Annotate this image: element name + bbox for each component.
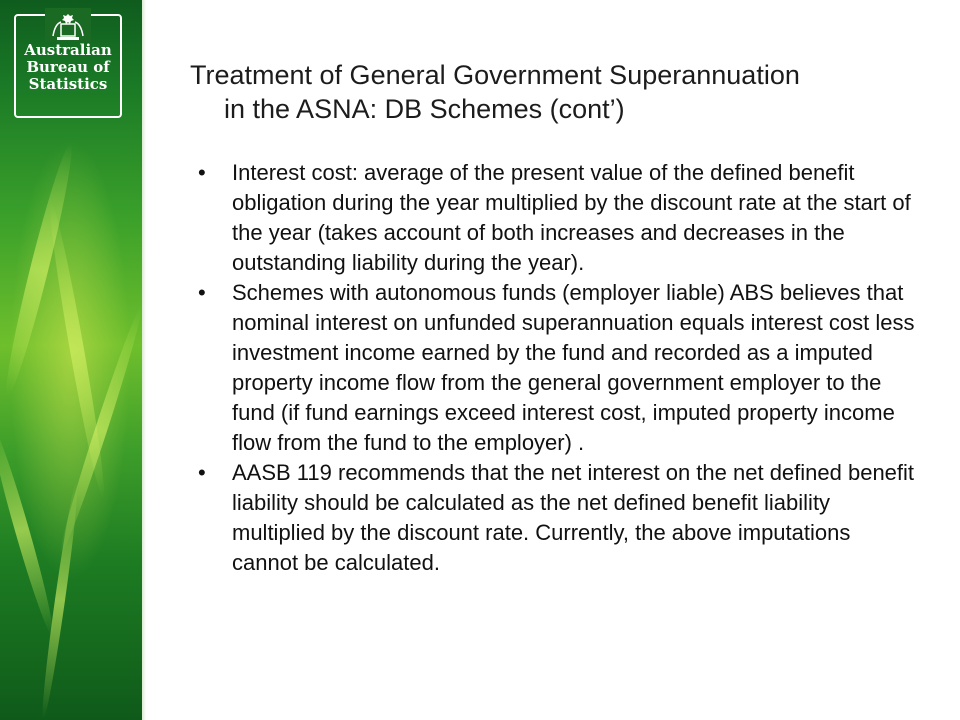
- logo-line: Bureau of: [26, 58, 110, 76]
- logo-line: Australian: [24, 41, 112, 59]
- bullet-text: AASB 119 recommends that the net interest on the net defined benefit liability should be calculated as the net defined benefit liability multiplied by the discount rate. Currently, the above imputations cannot be calculated.: [232, 460, 915, 575]
- bullet-text: Schemes with autonomous funds (employer liable) ABS believes that nominal interest on unfunded superannuation equals interest cost less investment income earned by the fund and recorded as a imputed property income flow from the general government employer to the fund (if fund earnings exceed interest cost, imputed property income flow from the fund to the employer) .: [232, 280, 915, 455]
- bullet-item: [198, 278, 918, 458]
- bullet-text: Interest cost: average of the present value of the defined benefit obligation during the year multiplied by the discount rate at the start of the year (takes account of both increases and decreases in the outstanding liability during the year).: [232, 160, 911, 275]
- bullet-marker: •: [198, 460, 206, 485]
- slide-title-line2: in the ASNA: DB Schemes (cont’): [224, 94, 625, 124]
- bullet-item: [198, 458, 918, 578]
- bullet-marker: •: [198, 160, 206, 185]
- abs-logo: [14, 14, 122, 118]
- bullet-marker: •: [198, 280, 206, 305]
- bullet-item: [198, 158, 918, 278]
- slide-title: [190, 58, 930, 126]
- coat-of-arms-icon: [45, 8, 91, 42]
- bullet-list: [198, 158, 918, 578]
- decorative-sidebar: [0, 0, 142, 720]
- sidebar-edge: [142, 0, 146, 720]
- logo-wordmark: [16, 42, 120, 93]
- slide-title-line1: Treatment of General Government Superannuation: [190, 60, 800, 90]
- logo-line: Statistics: [28, 75, 108, 93]
